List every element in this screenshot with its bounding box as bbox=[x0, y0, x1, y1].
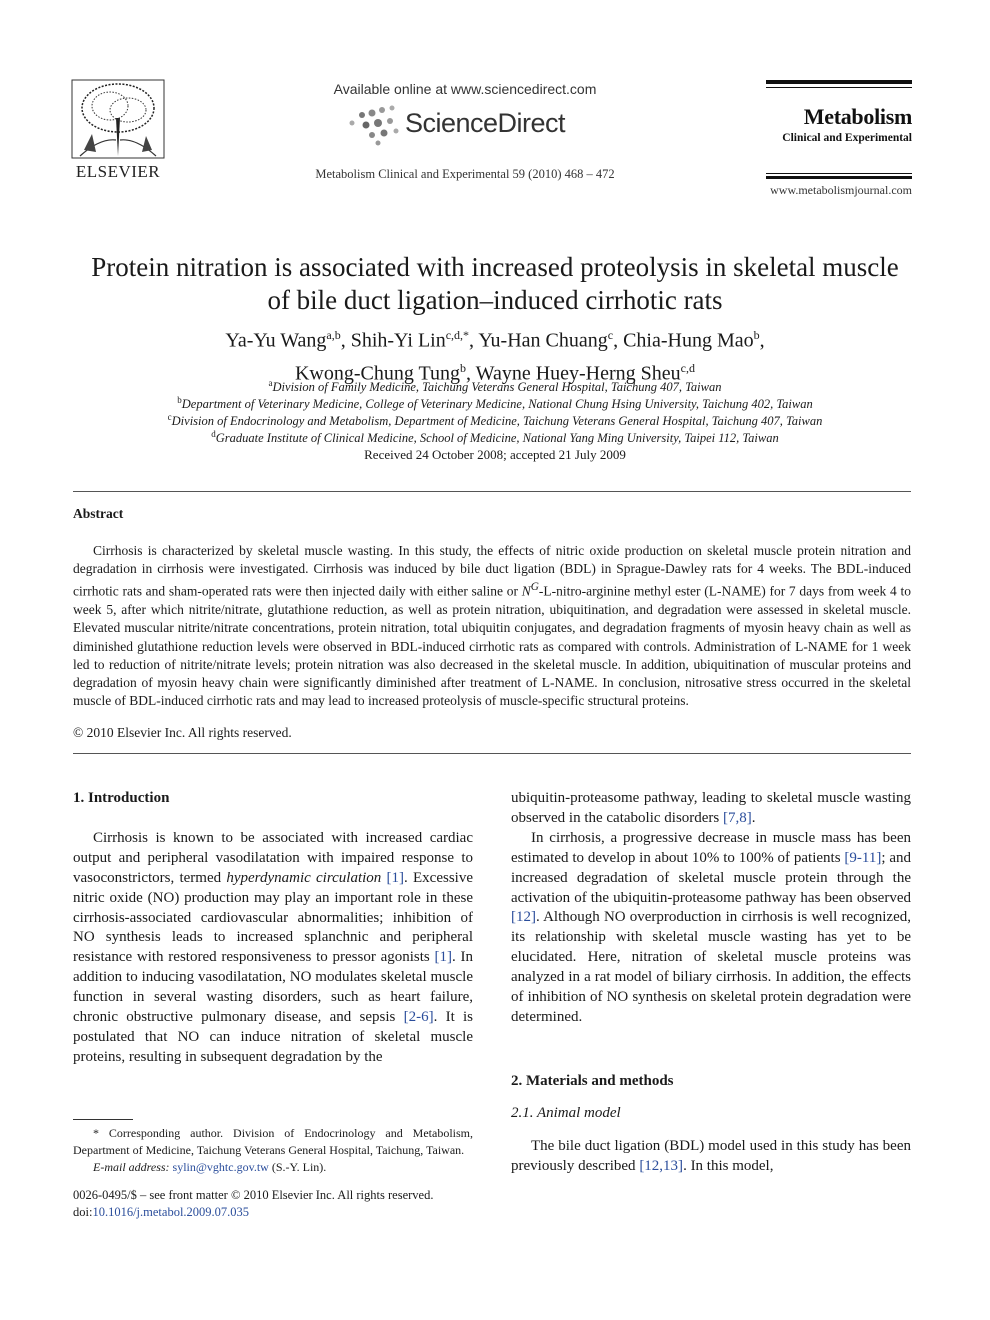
abstract-ng: N bbox=[521, 583, 531, 599]
left-column bbox=[73, 789, 473, 1068]
intro-paragraph-1 bbox=[73, 829, 473, 1068]
intro-text: . Although NO overproduction in cirrhosis is well recognized, its relationship with skeletal muscle wasting has yet to be elucidated. Here, nitration of skeletal muscle proteins was analyzed in a rat model of biliary cirrhosis. In addition, the effects of inhibition of NO synthesis on skeletal protein degradation were determined. bbox=[511, 909, 911, 1025]
methods-text: The bile duct ligation (BDL) model used in this study has been previously described bbox=[511, 1137, 911, 1174]
doi-label: doi: bbox=[73, 1205, 93, 1219]
reference-link[interactable]: [7,8] bbox=[723, 809, 752, 826]
affiliation-d bbox=[60, 429, 930, 446]
sciencedirect-wordmark: ScienceDirect bbox=[405, 108, 566, 138]
reference-link[interactable]: [12,13] bbox=[639, 1157, 684, 1174]
journal-subtitle: Clinical and Experimental bbox=[782, 132, 912, 144]
affiliation-mark: a bbox=[268, 378, 273, 388]
issn-line: 0026-0495/$ – see front matter © 2010 Elsevier Inc. All rights reserved. bbox=[73, 1188, 434, 1202]
author-affil-mark: b bbox=[753, 328, 760, 342]
abstract-copyright: © 2010 Elsevier Inc. All rights reserved. bbox=[73, 725, 292, 740]
author-separator: , bbox=[613, 329, 624, 352]
received-dates: Received 24 October 2008; accepted 21 July 2009 bbox=[364, 447, 626, 462]
journal-citation: Metabolism Clinical and Experimental 59 (2010) 468 – 472 bbox=[315, 167, 615, 181]
journal-rule-top-thin bbox=[766, 87, 912, 88]
abstract-rule-top bbox=[73, 491, 911, 492]
doi-link[interactable]: 10.1016/j.metabol.2009.07.035 bbox=[92, 1205, 250, 1219]
journal-rule-top bbox=[766, 80, 912, 84]
intro-term: hyperdynamic circulation bbox=[226, 869, 382, 886]
intro-text: In cirrhosis, a progressive decrease in muscle mass has been estimated to develop in about 10% to 100% of patients bbox=[511, 829, 911, 866]
journal-rule-bottom-thin bbox=[766, 173, 912, 174]
reference-link[interactable]: [1] bbox=[386, 869, 405, 886]
abstract-heading: Abstract bbox=[73, 506, 124, 521]
spacer bbox=[511, 1028, 911, 1072]
reference-link[interactable]: [1] bbox=[434, 949, 452, 966]
intro-text: ; and increased degradation of skeletal muscle protein through the activation of the ubiquitin-proteasome pathway has been observed bbox=[511, 849, 911, 906]
publisher-wordmark: ELSEVIER bbox=[75, 162, 161, 181]
affiliation-mark: c bbox=[167, 412, 172, 422]
abstract-body bbox=[73, 542, 911, 710]
intro-text: . bbox=[751, 809, 756, 826]
footnote-rule bbox=[73, 1119, 133, 1120]
email-link[interactable]: sylin@vghtc.gov.tw bbox=[172, 1160, 269, 1174]
author-line-1 bbox=[60, 322, 930, 355]
author-name: Yu-Han Chuang bbox=[478, 329, 608, 352]
author-name: Chia-Hung Mao bbox=[623, 329, 754, 352]
author-affil-mark: c,d,* bbox=[445, 328, 470, 342]
author-affil-mark: c bbox=[607, 328, 614, 342]
author-affil-mark: b bbox=[460, 360, 467, 375]
spacer bbox=[73, 809, 473, 829]
title-line-2: of bile duct ligation–induced cirrhotic rats bbox=[267, 285, 723, 315]
doi-line bbox=[73, 1204, 493, 1221]
methods-text: . In this model, bbox=[683, 1157, 774, 1174]
intro-text: ubiquitin-proteasome pathway, leading to skeletal muscle wasting observed in the catabolic disorders bbox=[511, 790, 911, 826]
intro-text: Cirrhosis is known to be associated with increased cardiac output and peripheral vasodilatation with impaired response to vasoconstrictors, termed bbox=[73, 829, 473, 886]
author-name: Wayne Huey-Herng Sheu bbox=[475, 362, 681, 385]
affiliation-c bbox=[60, 412, 930, 429]
abstract-ng-sup: G bbox=[530, 581, 539, 594]
affiliation-text: Graduate Institute of Clinical Medicine, School of Medicine, National Yang Ming University, Taipei 112, Taiwan bbox=[215, 431, 779, 446]
section-heading-methods: 2. Materials and methods bbox=[511, 1072, 674, 1089]
author-name: Kwong-Chung Tung bbox=[294, 362, 461, 385]
title-line-1: Protein nitration is associated with increased proteolysis in skeletal muscle bbox=[91, 252, 899, 282]
affiliation-text: Department of Veterinary Medicine, College of Veterinary Medicine, National Chung Hsing University, Taichung 402, Taiwan bbox=[181, 397, 813, 412]
affiliation-text: Division of Endocrinology and Metabolism, Department of Medicine, Taichung Veterans General Hospital, Taichung 407, Taiwan bbox=[171, 414, 823, 429]
author-separator: , bbox=[759, 329, 765, 352]
affiliation-b bbox=[60, 395, 930, 412]
email-line bbox=[73, 1159, 473, 1176]
journal-url-link[interactable]: www.metabolismjournal.com bbox=[770, 183, 912, 197]
journal-rule-bottom bbox=[766, 176, 912, 179]
abstract-rule-bottom bbox=[73, 753, 911, 754]
right-column bbox=[511, 789, 911, 1177]
abstract-text: Cirrhosis is characterized by skeletal muscle wasting. In this study, the effects of nitric oxide production on skeletal muscle protein nitration and degradation in cirrhosis were investigated. Cirrhosis was induced by bile duct ligation (BDL) in Sprague-Dawley rats for 4 weeks. The BDL-induced cirrhotic rats and sham-operated rats were then injected daily with either saline or bbox=[73, 543, 911, 599]
affiliation-mark: d bbox=[211, 429, 216, 439]
journal-name: Metabolism bbox=[803, 104, 912, 129]
article-title bbox=[60, 251, 930, 317]
intro-paragraph-2 bbox=[511, 829, 911, 1028]
author-separator: , bbox=[469, 329, 479, 352]
corresponding-note: * Corresponding author. Division of Endocrinology and Metabolism, Department of Medicine, Taichung Veterans General Hospital, Taichung, Taiwan. bbox=[73, 1126, 473, 1157]
subsection-heading: 2.1. Animal model bbox=[511, 1104, 621, 1121]
intro-paragraph-1-cont bbox=[511, 789, 911, 829]
reference-link[interactable]: [12] bbox=[511, 909, 536, 926]
reference-link[interactable]: [9-11] bbox=[844, 849, 882, 866]
affiliation-a bbox=[60, 378, 930, 395]
methods-paragraph-1 bbox=[511, 1137, 911, 1177]
intro-text: . Excessive nitric oxide (NO) production may play an important role in these cirrhosis-associated cardiovascular abnormalities; inhibition of NO synthesis leads to increased splanchnic and peripheral resistance with restored responsiveness to pressor agonists bbox=[73, 869, 473, 966]
affiliation-mark: b bbox=[177, 395, 182, 405]
intro-text: . In addition to inducing vasodilatation, NO modulates skeletal muscle function in several wasting disorders, such as heart failure, chronic obstructive pulmonary disease, and sepsis bbox=[73, 949, 473, 1026]
issn-block bbox=[73, 1187, 493, 1221]
available-online-text: Available online at www.sciencedirect.com bbox=[333, 81, 597, 97]
intro-text: . It is postulated that NO can induce nitration of skeletal muscle proteins, resulting in subsequent degradation by the bbox=[73, 1009, 473, 1065]
author-name: Ya-Yu Wang bbox=[225, 329, 327, 352]
abstract-text: -L-nitro-arginine methyl ester (L-NAME) for 7 days from week 4 to week 5, after which nitrite/nitrate, glutathione reduction, as well as protein nitration, ubiquitination, and degradation were assessed in skeletal muscle. Elevated muscular nitrite/nitrate concentrations, protein nitration, total ubiquitin conjugates, and degradation fragments of myosin heavy chain as well as diminished glutathione reduction levels were observed in BDL-induced cirrhotic rats as compared with controls. Administration of L-NAME for 1 week led to reduction of nitrite/nitrate levels; protein nitration was also decreased in the skeletal muscle. In addition, ubiquitination of muscular proteins and degradation of myosin heavy chain were significantly diminished after treatment of L-NAME. In conclusion, nitrosative stress occurred in the skeletal muscle of BDL-induced cirrhotic rats and may lead to increased proteolysis of muscle-specific structural proteins. bbox=[73, 583, 911, 709]
affiliation-text: Division of Family Medicine, Taichung Veterans General Hospital, Taichung 407, Taiwan bbox=[272, 380, 722, 395]
email-label: E-mail address: bbox=[93, 1160, 170, 1174]
author-separator: , bbox=[340, 329, 351, 352]
email-owner: (S.-Y. Lin). bbox=[271, 1160, 327, 1174]
section-heading-intro: 1. Introduction bbox=[73, 790, 170, 806]
author-separator: , bbox=[466, 362, 476, 385]
author-affil-mark: c,d bbox=[680, 360, 695, 375]
corresponding-author-footnote bbox=[73, 1125, 473, 1176]
reference-link[interactable]: [2-6] bbox=[403, 1009, 434, 1026]
author-affil-mark: a,b bbox=[326, 328, 341, 342]
author-name: Shih-Yi Lin bbox=[350, 329, 446, 352]
